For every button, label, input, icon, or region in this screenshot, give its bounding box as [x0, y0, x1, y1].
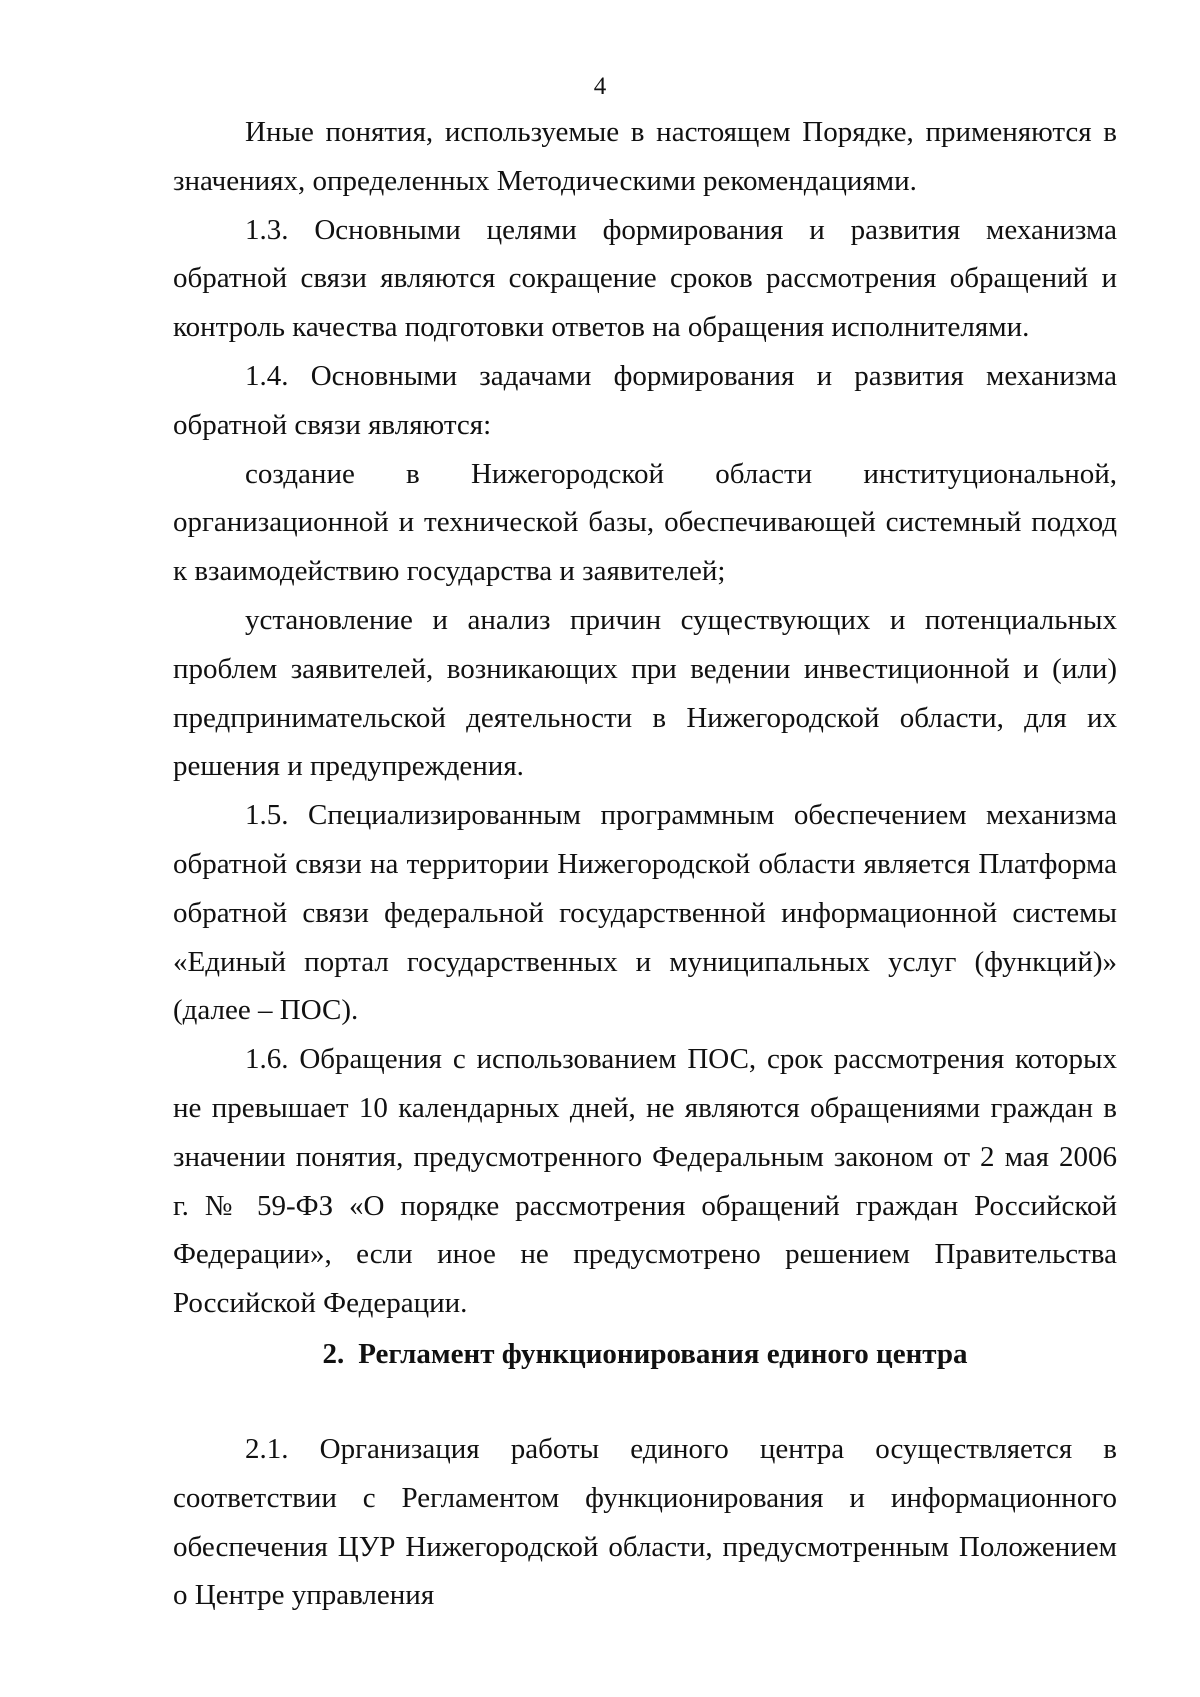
paragraph-1-4-item-analysis: установление и анализ причин существующих и потенциальных проблем заявителей, возникающих при ведении инвестиционной и (или) предпринимательской деятельности в Нижегородской области, для их решения и предупреждения. [173, 603, 1117, 783]
paragraph-1-6: 1.6. Обращения с использованием ПОС, срок рассмотрения которых не превышает 10 календарных дней, не являются обращениями граждан в значении понятия, предусмотренного Федеральным законом от 2 мая 2006 г. № 59-ФЗ «О порядке рассмотрения обращений граждан Российской Федерации», если иное не предусмотрено решением Правительства Российской Федерации. [173, 1043, 1117, 1320]
page-number: 4 [593, 73, 607, 100]
paragraph-2-1: 2.1. Организация работы единого центра осуществляется в соответствии с Регламентом функционирования и информационного обеспечения ЦУР Нижегородской области, предусмотренным Положением о Центре управления [173, 1432, 1117, 1612]
paragraph-1-4: 1.4. Основными задачами формирования и развития механизма обратной связи являются: [173, 359, 1117, 441]
section-heading-title: Регламент функционирования единого центра [358, 1337, 968, 1370]
section-heading-number: 2. [322, 1337, 345, 1370]
paragraph-1-5: 1.5. Специализированным программным обеспечением механизма обратной связи на территории Нижегородской области является Платформа обратной связи федеральной государственной информационной системы «Единый портал государственных и муниципальных услуг (функций)» (далее – ПОС). [173, 799, 1117, 1027]
paragraph-other-concepts: Иные понятия, используемые в настоящем Порядке, применяются в значениях, определенных Методическими рекомендациями. [173, 116, 1117, 197]
paragraph-1-3: 1.3. Основными целями формирования и развития механизма обратной связи являются сокращение сроков рассмотрения обращений и контроль качества подготовки ответов на обращения исполнителями. [173, 213, 1117, 344]
document-body [173, 108, 1117, 1620]
paragraph-1-4-item-creation: создание в Нижегородской области институциональной, организационной и технической базы, обеспечивающей системный подход к взаимодействию государства и заявителей; [173, 457, 1117, 588]
section-heading [173, 1328, 1117, 1425]
